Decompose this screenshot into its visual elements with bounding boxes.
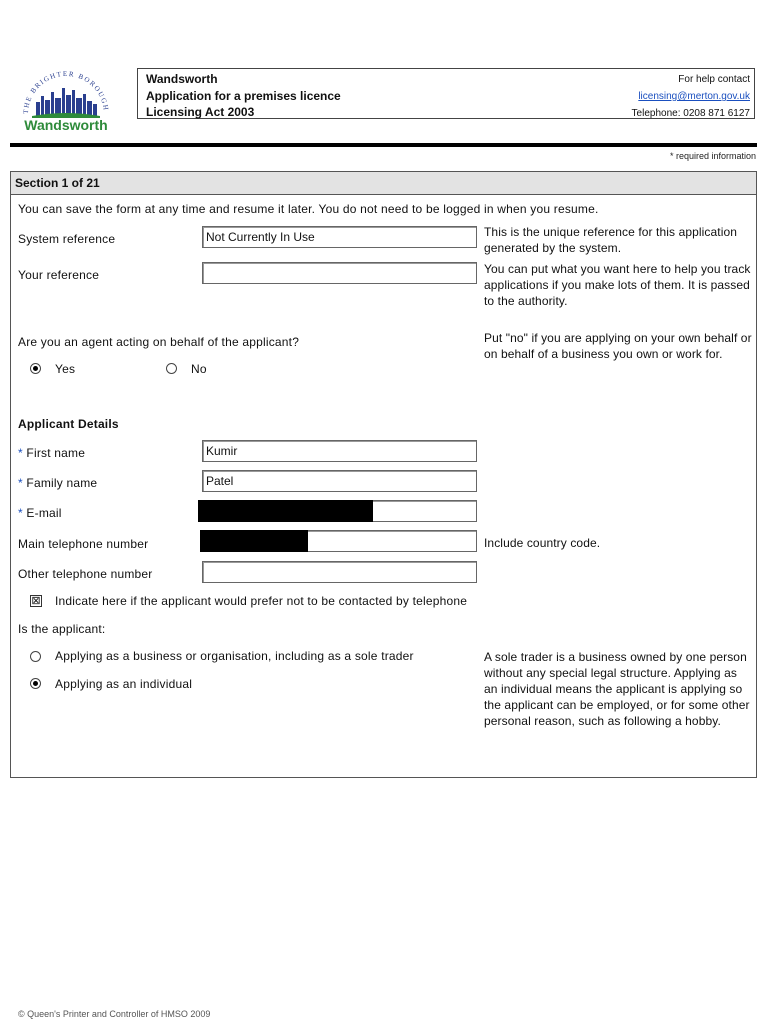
header-act: Licensing Act 2003 [146,105,255,119]
header-contact [632,71,750,122]
applicant-individual-radio[interactable] [30,678,41,689]
agent-yes-radio[interactable] [30,363,41,374]
agent-question: Are you an agent acting on behalf of the applicant? [18,335,300,349]
required-asterisk: * [18,476,23,490]
first-name-label [18,446,85,460]
required-information-note: * required information [669,151,756,161]
agent-help: Put "no" if you are applying on your own behalf or on behalf of a business you own or work for. [484,331,752,361]
help-contact-label: For help contact [678,74,750,85]
header-divider [10,143,757,147]
system-reference-label: System reference [18,232,116,246]
your-reference-label: Your reference [18,268,100,282]
section-panel [10,171,757,778]
main-telephone-help: Include country code. [484,536,601,550]
agent-no-radio[interactable] [166,363,177,374]
contact-email-link[interactable]: licensing@merton.gov.uk [638,91,750,102]
other-telephone-label: Other telephone number [18,567,153,581]
applicant-details-heading: Applicant Details [18,417,119,431]
main-telephone-redaction [200,530,308,552]
your-reference-help: You can put what you want here to help you track applications if you make lots of them. It is passed to the authority. [484,262,751,308]
logo-name: Wandsworth [24,117,108,133]
your-reference-input[interactable] [202,262,477,284]
copyright-footer: © Queen's Printer and Controller of HMSO 2009 [18,1009,211,1019]
family-name-input[interactable]: Patel [202,470,477,492]
email-label-text: E-mail [26,506,62,520]
applicant-individual-label: Applying as an individual [55,677,193,691]
section-header [11,172,756,195]
system-reference-help: This is the unique reference for this application generated by the system. [484,225,738,255]
agent-no-label: No [191,362,207,376]
family-name-label-text: Family name [26,476,98,490]
logo-arc-text: THE BRIGHTER BOROUGH [21,69,111,115]
applicant-business-label: Applying as a business or organisation, including as a sole trader [55,649,414,663]
header-box [137,68,755,119]
no-phone-contact-label: Indicate here if the applicant would prefer not to be contacted by telephone [55,594,468,608]
header-form-title: Application for a premises licence [146,88,341,103]
wandsworth-logo [14,68,118,134]
email-label [18,506,62,520]
other-telephone-input[interactable] [202,561,477,583]
contact-telephone: Telephone: 0208 871 6127 [631,108,750,119]
first-name-label-text: First name [26,446,86,460]
section-intro: You can save the form at any time and resume it later. You do not need to be logged in when you resume. [18,202,599,216]
agent-yes-label: Yes [55,362,76,376]
is-applicant-label: Is the applicant: [18,622,106,636]
required-asterisk: * [18,506,23,520]
main-telephone-label: Main telephone number [18,537,149,551]
header-titles [146,71,341,121]
applicant-type-help: A sole trader is a business owned by one person without any special legal structure. Applying as an individual means the applicant is applying so the applicant can be employed, or for some other personal reason, such as following a hobby. [484,650,750,728]
first-name-input[interactable]: Kumir [202,440,477,462]
no-phone-contact-checkbox[interactable]: ⊠ [31,595,41,607]
section-title: Section 1 of 21 [15,176,100,190]
header-council-name: Wandsworth [146,72,218,86]
applicant-business-radio[interactable] [30,651,41,662]
family-name-label [18,476,97,490]
required-asterisk: * [18,446,23,460]
system-reference-field[interactable]: Not Currently In Use [202,226,477,248]
email-redaction [198,500,373,522]
